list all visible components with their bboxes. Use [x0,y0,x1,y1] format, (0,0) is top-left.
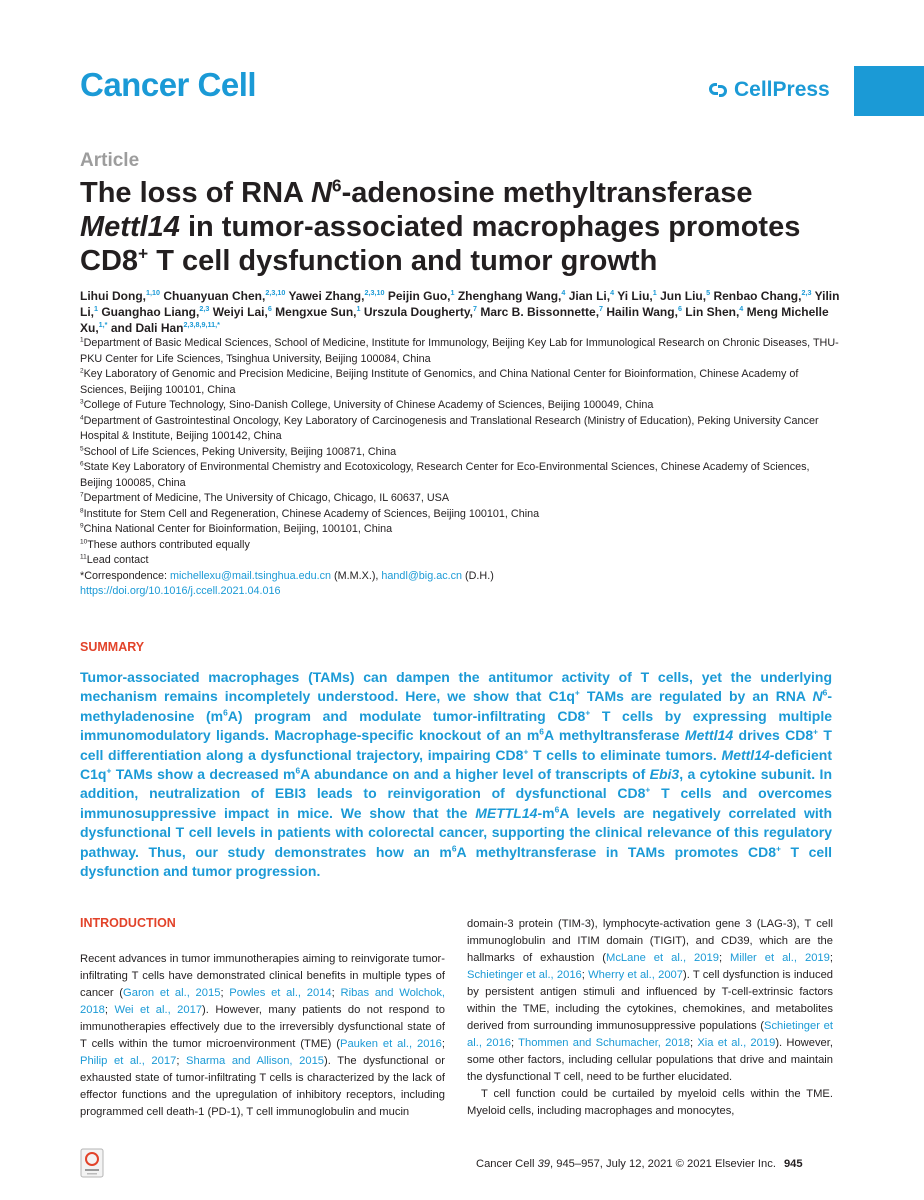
doi-link[interactable]: https://doi.org/10.1016/j.ccell.2021.04.016 [80,585,281,597]
citation-link[interactable]: Pauken et al., 2016 [340,1038,442,1050]
author-name: Peijin Guo, [387,289,451,303]
affiliation: $^6$State Key Laboratory of Environmental Chemistry and Ecotoxicology, Research Center for Eco-Environmental Sciences, Chinese Academy of Sciences, Beijing 100085, China [80,460,810,489]
author-affiliation-sup[interactable]: 2,3 [199,304,210,313]
author-name: Lihui Dong, [80,289,146,303]
affiliation: $^7$Department of Medicine, The University of Chicago, Chicago, IL 60637, USA [80,491,450,504]
article-title: The loss of RNA $N^6$-adenosine methyltransferase Mettl14 in tumor-associated macrophages promotes CD8+ T cell dysfunction and tumor growth [80,175,801,277]
intro-column-right [467,916,833,1120]
author-affiliation-sup[interactable]: 4 [561,288,566,297]
citation-link[interactable]: Wei et al., 2017 [114,1004,203,1016]
affiliation: $^3$College of Future Technology, Sino-Danish College, University of Chinese Academy of Sciences, Beijing 100049, China [80,398,654,411]
summary-heading: SUMMARY [80,640,145,654]
summary-text: Tumor-associated macrophages (TAMs) can dampen the antitumor activity of T cells, yet the underlying mechanism remains incompletely understood. Here, we show that C1q+ TAMs are regulated by an RNA $N^6$-methyladenosine $(m^6A)$ program and modulate tumor-infiltrating CD8+ T cells by expressing multiple immunomodulatory ligands. Macrophage-specific knockout of an $m^6A$ methyltransferase Mettl14 drives CD8+ T cell differentiation along a dysfunctional trajectory, impairing CD8+ T cells to eliminate tumors. Mettl14-deficient C1q+ TAMs show a decreased $m^6A$ abundance on and a higher level of transcripts of Ebi3, a cytokine subunit. In addition, neutralization of EBI3 leads to reinvigoration of dysfunctional CD8+ T cells and overcomes immunosuppressive impact in mice. We show that the $METTL14-m^6A$ levels are negatively correlated with dysfunctional T cell levels in patients with colorectal cancer, supporting the clinical relevance of this regulatory pathway. Thus, our study demonstrates how an $m^6A$ methyltransferase in TAMs promotes CD8+ T cell dysfunction and tumor progression. [80,669,832,880]
author-name: Hailin Wang, [606,305,678,319]
citation-link[interactable]: Powles et al., 2014 [229,987,332,999]
author-affiliation-sup[interactable]: 5 [706,288,711,297]
author-affiliation-sup[interactable]: 1,10 [145,288,160,297]
author-name: Yawei Zhang, [288,289,365,303]
author-affiliation-sup[interactable]: 1 [652,288,657,297]
citation-link[interactable]: McLane et al., 2019 [606,952,719,964]
paragraph: T cell function could be curtailed by myeloid cells within the TME. Myeloid cells, including macrophages and monocytes, [467,1088,833,1117]
author-name: Yilin Li, [80,289,840,319]
affiliation: $^4$Department of Gastrointestinal Oncology, Key Laboratory of Carcinogenesis and Translational Research (Ministry of Education), Peking University Cancer Hospital & Institute, Beijing 100142, China [80,413,819,442]
header-accent-bar [854,66,924,116]
author-affiliation-sup[interactable]: 1 [94,304,98,313]
author-affiliation-sup[interactable]: 2,3,10 [265,288,286,297]
author-affiliation-sup[interactable]: 7 [599,304,604,313]
citation-link[interactable]: Ribas and Wolchok, 2018 [80,987,446,1016]
author-name: and Dali Han [110,321,184,335]
author-name: Jun Liu, [660,289,707,303]
author-affiliation-sup[interactable]: 1 [356,304,361,313]
introduction-heading: INTRODUCTION [80,916,176,930]
author-affiliation-sup[interactable]: 1,* [98,320,108,329]
correspondence: *Correspondence: michellexu@mail.tsinghua.edu.cn (M.M.X.), handl@big.ac.cn (D.H.) [80,569,494,582]
citation-link[interactable]: Schietinger et al., 2016 [467,969,582,981]
page-number: 945 [783,1158,803,1170]
author-name: Mengxue Sun, [275,305,357,319]
article-type: Article [80,150,140,171]
citation-link[interactable]: Philip et al., 2017 [80,1055,177,1067]
author-name: Meng Michelle Xu, [80,305,829,335]
author-affiliation-sup[interactable]: 2,3 [801,288,812,297]
author-affiliation-sup[interactable]: 6 [267,304,272,313]
affiliation: $^{10}$These authors contributed equally [80,537,250,551]
affiliation: $^2$Key Laboratory of Genomic and Precision Medicine, Beijing Institute of Genomics, and China National Center for Bioinformation, Chinese Academy of Sciences, Beijing 100101, China [80,367,799,396]
author-affiliation-sup[interactable]: 7 [472,304,477,313]
author-name: Chuanyuan Chen, [163,289,266,303]
affiliation: $^8$Institute for Stem Cell and Regeneration, Chinese Academy of Sciences, Beijing 100101, China [80,506,540,520]
author-name: Zhenghang Wang, [457,289,562,303]
author-name: Marc B. Bissonnette, [480,305,600,319]
citation-link[interactable]: Thommen and Schumacher, 2018 [518,1037,691,1049]
author-affiliation-sup[interactable]: 2,3,10 [364,288,385,297]
author-name: Weiyi Lai, [212,305,268,319]
author-name: Lin Shen, [685,305,740,319]
cellpress-logo-icon [706,78,730,102]
author-name: Guanghao Liang, [101,305,200,319]
journal-name: Cancer Cell [80,66,257,103]
author-affiliation-sup[interactable]: 4 [739,304,744,313]
citation-link[interactable]: Schietinger et al., 2016 [467,1020,833,1049]
intro-column-left: Recent advances in tumor immunotherapies aiming to reinvigorate tumor-infiltrating T cells have demonstrated clinical benefits in multiple types of cancer (Garon et al., 2015; Powles et al., 2014; Ribas and Wolchok, 2018; Wei et al., 2017). However, many patients do not respond to immunotherapies effectively due to the irreversibly dysfunctional state of T cells within the tumor microenvironment (TME) (Pauken et al., 2016; Philip et al., 2017; Sharma and Allison, 2015). The dysfunctional or exhausted state of tumor-infiltrating T cells is characterized by the lack of effector functions and the upregulation of inhibitory receptors, including programmed cell death-1 (PD-1), T cell immunoglobulin and mucin [80,953,446,1118]
author-list [80,288,840,336]
affiliation: $^{11}$Lead contact [80,553,149,566]
affiliation: $^5$School of Life Sciences, Peking University, Beijing 100871, China [80,444,397,458]
author-affiliation-sup[interactable]: 6 [677,304,682,313]
citation-link[interactable]: Wherry et al., 2007 [588,969,683,981]
citation-link[interactable]: Garon et al., 2015 [123,987,221,999]
author-name: Urszula Dougherty, [363,305,473,319]
affiliations [80,336,840,600]
email-link[interactable]: michellexu@mail.tsinghua.edu.cn [170,569,332,582]
author-affiliation-sup[interactable]: 1 [450,288,455,297]
page-footer: Cancer Cell 39, 945–957, July 12, 2021 © 2021 Elsevier Inc. 945 [476,1158,803,1170]
publisher-logo [706,78,830,102]
citation-link[interactable]: Miller et al., 2019 [730,952,830,964]
citation-link[interactable]: Sharma and Allison, 2015 [186,1055,325,1067]
paragraph: domain-3 protein (TIM-3), lymphocyte-activation gene 3 (LAG-3), T cell immunoglobulin and ITIM domain (TIGIT), and CD39, which are the hallmarks of exhaustion (McLane et al., 2019; Miller et al., 2019; Schietinger et al., 2016; Wherry et al., 2007). T cell dysfunction is induced by persistent antigen stimuli and influenced by T-cell-extrinsic factors within the TME, including the cytokines, chemokines, and metabolites derived from surrounding immunosuppressive populations (Schietinger et al., 2016; Thommen and Schumacher, 2018; Xia et al., 2019). However, some other factors, including cellular populations that drive and maintain the dysfunctional T cell, need to be further elucidated. [467,918,834,1083]
affiliation: $^1$Department of Basic Medical Sciences, School of Medicine, Institute for Immunology, Beijing Key Lab for Immunological Research on Chronic Diseases, THU-PKU Center for Life Sciences, Tsinghua University, Beijing 100084, China [80,336,839,365]
author-affiliation-sup[interactable]: 4 [610,288,615,297]
author-name: Jian Li, [568,289,611,303]
author-name: Yi Liu, [617,289,653,303]
author-affiliation-sup[interactable]: 2,3,8,9,11,* [183,320,220,329]
citation-link[interactable]: Xia et al., 2019 [697,1037,776,1049]
email-link[interactable]: handl@big.ac.cn [381,569,463,582]
publisher-name: CellPress [734,78,830,101]
check-for-updates-icon[interactable] [80,1148,104,1178]
affiliation: $^9$China National Center for Bioinformation, Beijing, 100101, China [80,522,393,535]
author-name: Renbao Chang, [713,289,802,303]
